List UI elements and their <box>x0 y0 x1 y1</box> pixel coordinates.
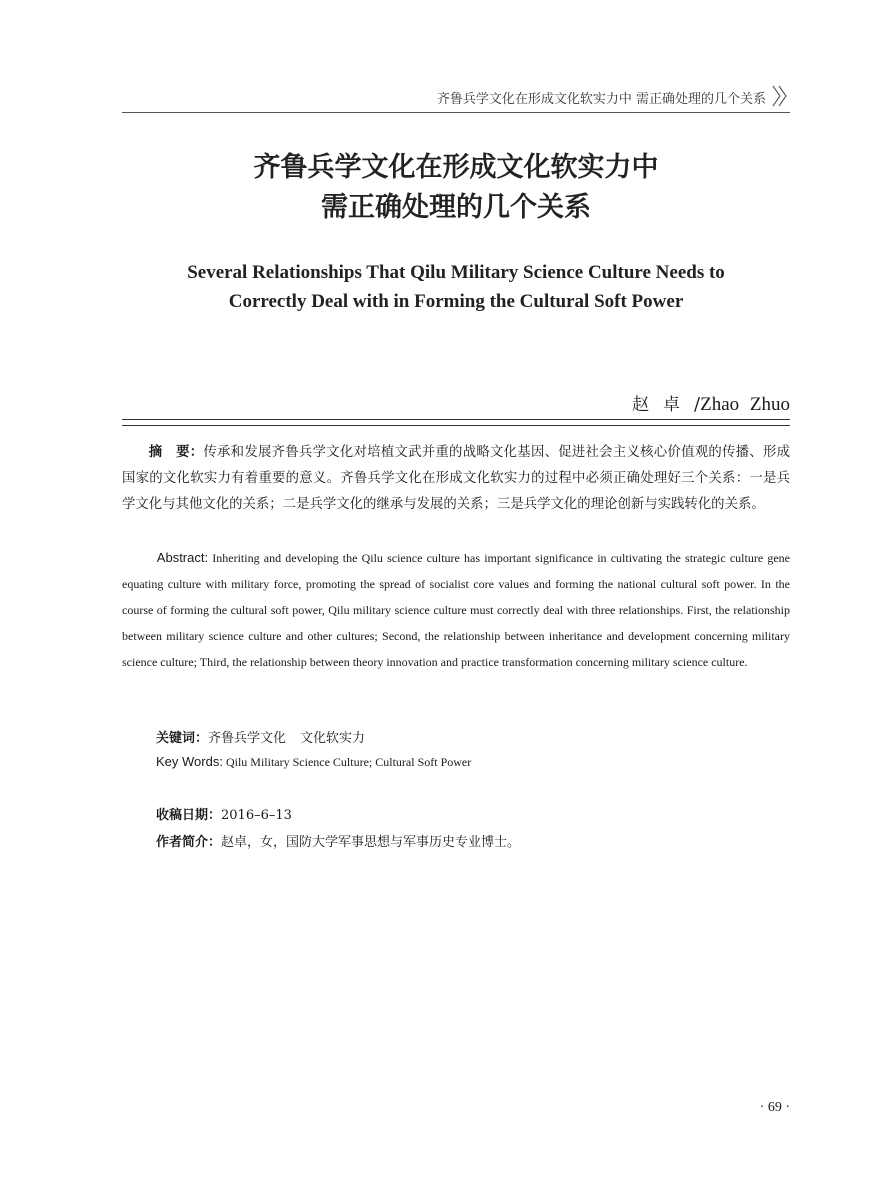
abstract-chinese-text: 传承和发展齐鲁兵学文化对培植文武并重的战略文化基因、促进社会主义核心价值观的传播、形成国家的文化软实力有着重要的意义。齐鲁兵学文化在形成文化软实力的过程中必须正确处理好三个关系：一是兵学文化与其他文化的关系；二是兵学文化的继承与发展的关系；三是兵学文化的理论创新与实践转化的关系。 <box>122 445 790 512</box>
author-bio <box>156 831 520 850</box>
running-head <box>122 82 790 113</box>
double-chevron-right-icon <box>770 82 790 110</box>
keyword-item: 齐鲁兵学文化 <box>208 731 287 746</box>
title-english-line-2: Correctly Deal with in Forming the Cultural Soft Power <box>228 291 684 312</box>
author-line <box>632 390 790 416</box>
received-date-value: 2016–6–13 <box>221 808 292 823</box>
abstract-english-text: Inheriting and developing the Qilu science culture has important significance in cultivating the strategic culture gene equating culture with military force, promoting the spread of socialist core values and forming the national cultural soft power. In the course of forming the cultural soft power, Qilu military science culture must correctly deal with three relationships. First, the relationship between military science culture and other cultures; Second, the relationship between inheritance and development concerning military science culture; Third, the relationship between theory innovation and practice transformation concerning military science culture. <box>122 551 790 669</box>
author-name-english: Zhao Zhuo <box>700 394 790 415</box>
author-bio-label: 作者简介： <box>156 835 222 850</box>
title-chinese-line-2: 需正确处理的几个关系 <box>321 192 591 223</box>
received-date-label: 收稿日期： <box>156 808 222 823</box>
received-date <box>156 804 292 823</box>
divider-thick <box>122 419 790 420</box>
keyword-item: 文化软实力 <box>300 731 366 746</box>
abstract-english-label: Abstract: <box>156 550 209 565</box>
abstract-chinese <box>122 440 790 518</box>
abstract-english <box>122 545 790 675</box>
author-bio-value: 赵卓，女，国防大学军事思想与军事历史专业博士。 <box>221 835 521 850</box>
abstract-chinese-label: 摘 要： <box>148 445 204 460</box>
title-english-line-1: Several Relationships That Qilu Military Science Culture Needs to <box>187 262 725 283</box>
author-separator: / <box>694 394 701 415</box>
keywords-chinese-label: 关键词： <box>156 731 209 746</box>
divider-thin <box>122 425 790 426</box>
author-name-chinese: 赵卓 <box>632 395 695 415</box>
title-english <box>122 258 790 316</box>
title-chinese <box>122 148 790 228</box>
running-head-title: 齐鲁兵学文化在形成文化软实力中 需正确处理的几个关系 <box>436 92 766 107</box>
keywords-english-label: Key Words: <box>156 754 223 769</box>
keywords-english <box>156 754 471 770</box>
title-chinese-line-1: 齐鲁兵学文化在形成文化软实力中 <box>253 152 659 183</box>
keywords-english-text: Qilu Military Science Culture; Cultural Soft Power <box>225 755 472 769</box>
keywords-chinese <box>156 727 365 746</box>
page-number: · 69 · <box>759 1100 790 1115</box>
